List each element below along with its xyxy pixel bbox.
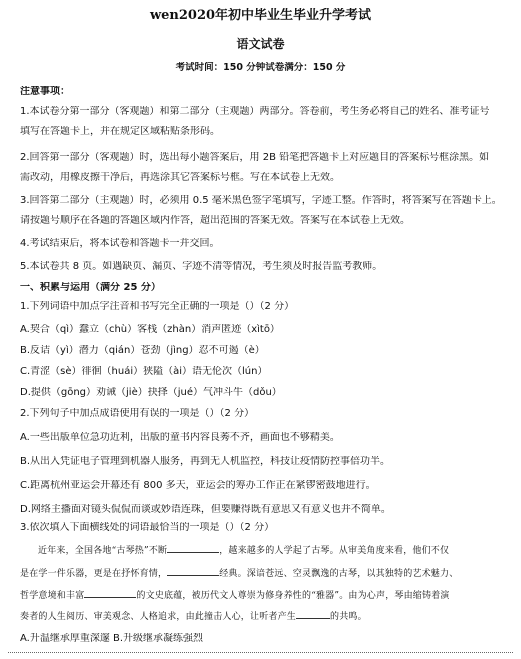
note-line: 填写在答题卡上，并在规定区域粘贴条形码。 — [20, 126, 220, 137]
notes-heading: 注意事项： — [20, 86, 70, 97]
exam-meta: 考试时间：150 分钟试卷满分：150 分 — [175, 62, 346, 73]
passage-line — [20, 611, 507, 623]
question-stem: 3.依次填入下面横线处的词语最恰当的一项是（）（2 分） — [20, 522, 275, 533]
section-heading: 一、积累与运用（满分 25 分） — [20, 282, 161, 293]
option-a: A.契合（qì）蠢立（chù）客栈（zhàn）消声匿迹（xìtō） — [20, 324, 280, 335]
passage-text: 的共鸣。 — [330, 612, 367, 622]
question-stem: 2.下列句子中加点成语使用有误的一项是（）（2 分） — [20, 408, 255, 419]
note-line: 1.本试卷分第一部分（客观题）和第二部分（主观题）两部分。答卷前，考生务必将自己的姓名、准考证号 — [20, 106, 490, 117]
note-line: 2.回答第一部分（客观题）时，选出每小题答案后，用 2B 铅笔把答题卡上对应题目的答案标号框涂黑。如 — [20, 152, 490, 163]
fill-blank — [84, 597, 136, 598]
passage-text: 哲学意境和丰富 — [20, 591, 85, 601]
option-c: C.距离杭州亚运会开幕还有 800 多天，亚运会的筹办工作正在紧锣密鼓地进行。 — [20, 480, 376, 491]
paper-subtitle: 语文试卷 — [236, 37, 285, 51]
option-b: B.反诘（yì）潜力（qián）苍劲（jìng）忍不可遏（è） — [20, 345, 265, 356]
passage-text: 近年来，全国各地“古琴热”不断 — [38, 546, 168, 556]
passage-line — [38, 545, 507, 557]
passage-text: 奏者的人生阅历、审美观念、人格追求，由此撞击人心，让听者产生 — [20, 612, 297, 622]
page-bottom-divider — [8, 652, 513, 653]
fill-blank — [296, 618, 330, 619]
passage-text: ，越来越多的人学起了古琴。从审美角度来看，他们不仅 — [219, 546, 450, 556]
note-line: 3.回答第二部分（主观题）时，必须用 0.5 毫米黑色签字笔填写，字迹工整。作答时，将答案写在答题卡上。 — [20, 195, 502, 206]
option-a: A.一些出版单位急功近利，出版的童书内容良莠不齐，画面也不够精美。 — [20, 432, 340, 443]
passage-text: 是在学一件乐器，更是在抒怀育情， — [20, 569, 168, 579]
passage-line — [20, 568, 507, 580]
option-c: C.青涩（sè）徘徊（huái）狭隘（ài）语无伦次（lún） — [20, 366, 268, 377]
question-stem: 1.下列词语中加点字注音和书写完全正确的一项是（）（2 分） — [20, 301, 295, 312]
option-b: B.从出入凭证电子管理到机器人服务，再到无人机监控，科技让疫情防控事倍功半。 — [20, 456, 391, 467]
page-title: wen2020年初中毕业生毕业升学考试 — [149, 8, 372, 23]
passage-text: 经典。深谙苍远、空灵飘逸的古琴，以其独特的艺术魅力、 — [219, 569, 459, 579]
option-d: D.网络主播面对镜头侃侃而谈或妙语连珠，但要赚得既有意思又有意义也并不简单。 — [20, 504, 391, 515]
note-line: 需改动，用橡皮擦干净后，再选涂其它答案标号框。写在本试卷上无效。 — [20, 172, 340, 183]
note-line: 请按题号顺序在各题的答题区域内作答，超出范围的答案无效。答案写在本试卷上无效。 — [20, 215, 410, 226]
note-line: 5.本试卷共 8 页。如遇缺页、漏页、字迹不清等情况，考生须及时报告监考教师。 — [20, 261, 383, 272]
fill-blank — [167, 552, 219, 553]
passage-line — [20, 590, 507, 602]
note-line: 4.考试结束后，将本试卷和答题卡一并交回。 — [20, 238, 220, 249]
option-a: A.升温继承厚重深邃 B.升级继承凝练强烈 — [20, 633, 204, 644]
option-d: D.提供（gōng）劝诫（jiè）抉择（jué）气冲斗牛（dǒu） — [20, 387, 282, 398]
fill-blank — [167, 575, 219, 576]
passage-text: 的文史底蕴，被历代文人尊崇为修身养性的“雅器”。由为心声，琴由缩铸着演 — [136, 591, 450, 601]
